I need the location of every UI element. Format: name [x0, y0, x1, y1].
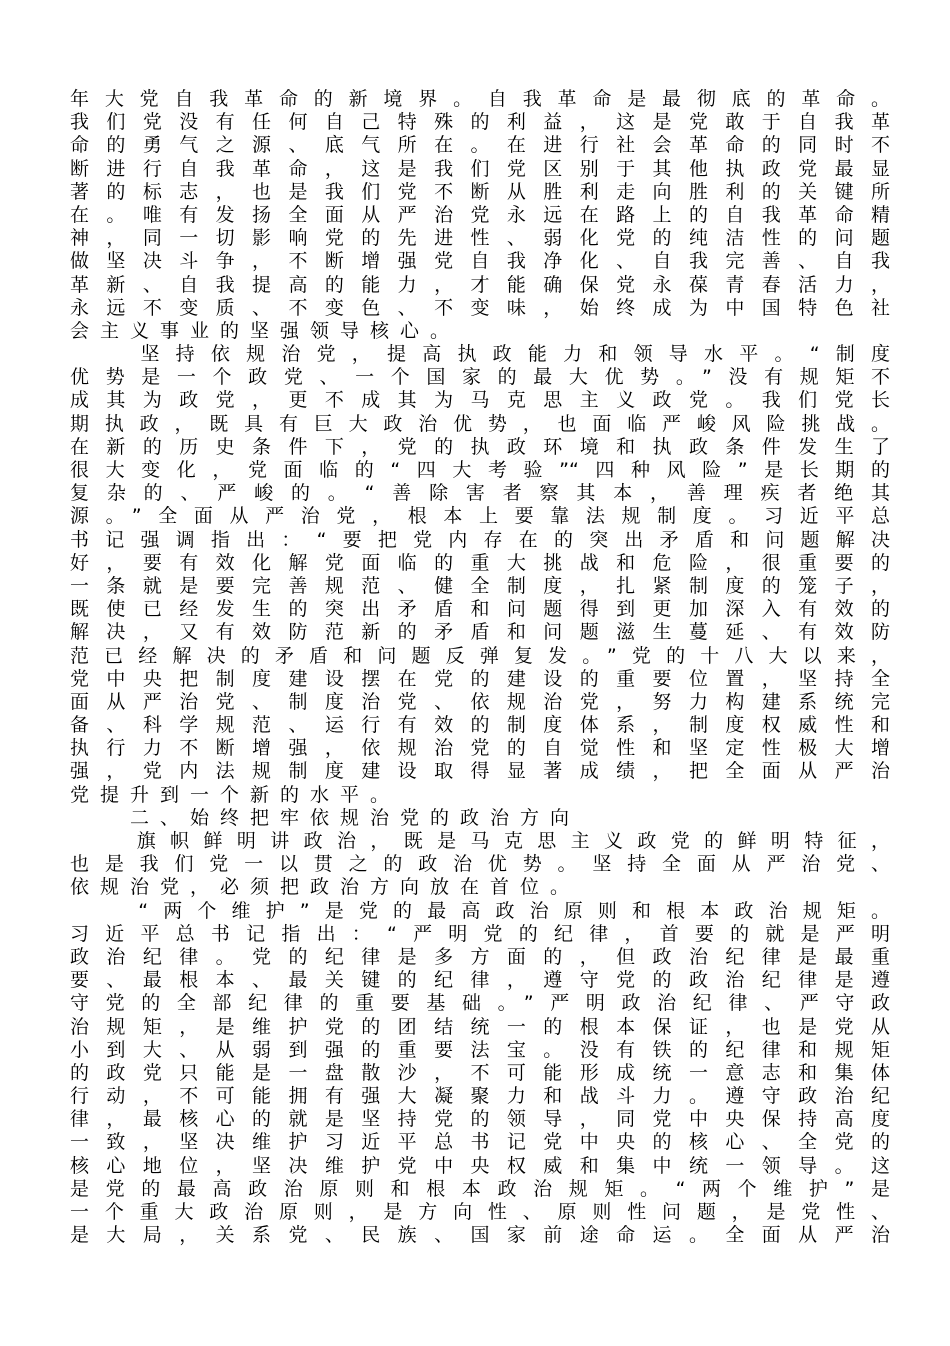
- text-line: 书记强调指出：“要把党内存在的突出矛盾和问题解决: [70, 528, 890, 551]
- text-line: 旗帜鲜明讲政治，既是马克思主义政党的鲜明特征，: [70, 830, 890, 852]
- text-line: 范已经解决的矛盾和问题反弹复发。”党的十八大以来，: [70, 644, 890, 667]
- text-line: 会主义事业的坚强领导核心。: [70, 319, 461, 342]
- text-line: 一致，坚决维护习近平总书记党中央的核心、全党的: [70, 1131, 890, 1154]
- text-line: 核心地位，坚决维护党中央权威和集中统一领导。这: [70, 1154, 890, 1177]
- text-line: 一条就是要完善规范、健全制度，扎紧制度的笼子，: [70, 574, 890, 597]
- text-line: 源。”全面从严治党，根本上要靠法规制度。习近平总: [70, 505, 890, 528]
- text-line: 行动，不可能拥有强大凝聚力和战斗力。遵守政治纪: [70, 1085, 890, 1108]
- text-line: 治规矩，是维护党的团结统一的根本保证，也是党从: [70, 1015, 890, 1038]
- text-line: 二、始终把牢依规治党的政治方向: [70, 806, 581, 829]
- text-line: 永远不变质、不变色、不变味，始终成为中国特色社: [70, 296, 890, 319]
- text-line: 小到大、从弱到强的重要法宝。没有铁的纪律和规矩: [70, 1038, 890, 1061]
- text-line: 很大变化，党面临的“四大考验”“四种风险”是长期的: [70, 459, 890, 481]
- text-line: 一个重大政治原则，是方向性、原则性问题，是党性、: [70, 1201, 890, 1223]
- text-line: 依规治党，必须把政治方向放在首位。: [70, 876, 581, 899]
- text-line: 命的勇气之源、底气所在。在进行社会革命的同时不: [70, 134, 890, 157]
- text-line: 我们党没有任何自己特殊的利益，这是党敢于自我革: [70, 111, 890, 134]
- text-line: 政治纪律。党的纪律是多方面的，但政治纪律是最重: [70, 945, 890, 968]
- document-page: [70, 88, 890, 1247]
- text-line: 期执政，既具有巨大政治优势，也面临严峻风险挑战。: [70, 412, 890, 435]
- text-line: “两个维护”是党的最高政治原则和根本政治规矩。: [70, 899, 890, 922]
- text-line: 备、科学规范、运行有效的制度体系，制度权威性和: [70, 714, 890, 737]
- text-line: 好，要有效化解党面临的重大挑战和危险，很重要的: [70, 551, 890, 574]
- text-line: 要、最根本、最关键的纪律，遵守党的政治纪律是遵: [70, 969, 890, 992]
- text-line: 律，最核心的就是坚持党的领导，同党中央保持高度: [70, 1108, 890, 1131]
- text-line: 断进行自我革命，这是我们党区别于其他执政党最显: [70, 157, 890, 180]
- text-line: 守党的全部纪律的重要基础。”严明政治纪律、严守政: [70, 992, 890, 1015]
- text-line: 在。唯有发扬全面从严治党永远在路上的自我革命精: [70, 203, 890, 226]
- text-line: 革新、自我提高的能力，才能确保党永葆青春活力，: [70, 273, 890, 296]
- text-line: 神，同一切影响党的先进性、弱化党的纯洁性的问题: [70, 227, 890, 250]
- text-line: 面从严治党、制度治党、依规治党，努力构建系统完: [70, 690, 890, 713]
- text-line: 也是我们党一以贯之的政治优势。坚持全面从严治党、: [70, 853, 890, 876]
- text-line: 既使已经发生的突出矛盾和问题得到更加深入有效的: [70, 598, 890, 621]
- text-line: 习近平总书记指出：“严明党的纪律，首要的就是严明: [70, 922, 890, 945]
- text-line: 是党的最高政治原则和根本政治规矩。“两个维护”是: [70, 1177, 890, 1200]
- text-line: 是大局，关系党、民族、国家前途命运。全面从严治: [70, 1224, 890, 1247]
- text-line: 优势是一个政党、一个国家的最大优势。”没有规矩不: [70, 366, 890, 389]
- text-line: 成其为政党，更不成其为马克思主义政党。我们党长: [70, 389, 890, 412]
- text-line: 复杂的、严峻的。“善除害者察其本，善理疾者绝其: [70, 482, 890, 505]
- text-line: 著的标志，也是我们党不断从胜利走向胜利的关键所: [70, 180, 890, 203]
- text-line: 在新的历史条件下，党的执政环境和执政条件发生了: [70, 435, 890, 458]
- text-line: 强，党内法规制度建设取得显著成绩，把全面从严治: [70, 760, 890, 783]
- text-line: 做坚决斗争，不断增强党自我净化、自我完善、自我: [70, 250, 890, 273]
- text-line: 解决，又有效防范新的矛盾和问题滋生蔓延、有效防: [70, 621, 890, 644]
- text-line: 党提升到一个新的水平。: [70, 783, 401, 806]
- text-line: 党中央把制度建设摆在党的建设的重要位置，坚持全: [70, 667, 890, 690]
- text-line: 执行力不断增强，依规治党的自觉性和坚定性极大增: [70, 737, 890, 760]
- text-line: 的政党只能是一盘散沙，不可能形成统一意志和集体: [70, 1061, 890, 1084]
- text-line: 坚持依规治党，提高执政能力和领导水平。“制度: [70, 343, 890, 366]
- text-line: 年大党自我革命的新境界。自我革命是最彻底的革命。: [70, 88, 890, 110]
